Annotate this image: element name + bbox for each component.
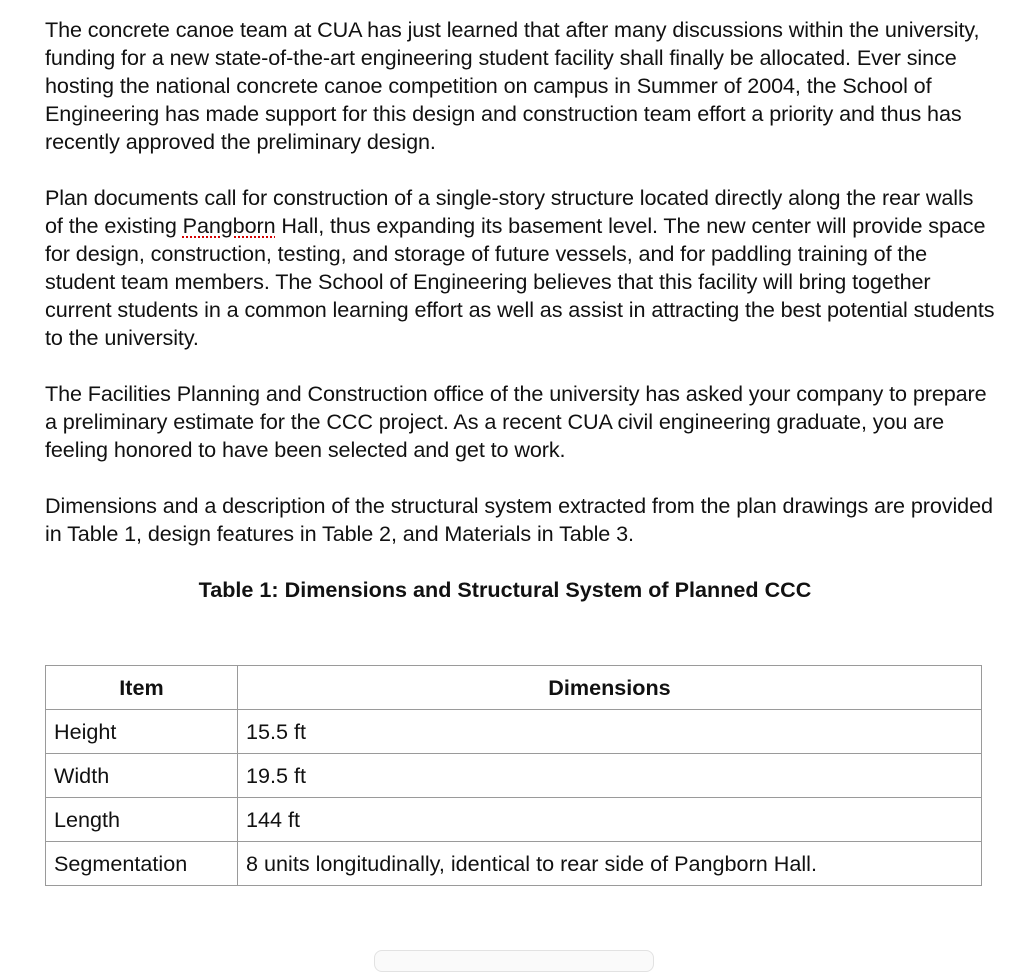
table-cell-dimension: 8 units longitudinally, identical to rear side of Pangborn Hall.: [238, 842, 982, 886]
column-header-dimensions: Dimensions: [238, 666, 982, 710]
table-cell-dimension: 144 ft: [238, 798, 982, 842]
misspelled-word[interactable]: Pangborn: [182, 213, 276, 238]
paragraph-plan-text-start: Plan documents call for construction of a single-story structure located directly along the rear walls of the existing: [45, 185, 974, 238]
column-header-item: Item: [46, 666, 238, 710]
paragraph-request: The Facilities Planning and Construction office of the university has asked your company to prepare a preliminary estimate for the CCC project. As a recent CUA civil engineering graduate, you are feeling honored to have been selected and get to work.: [45, 381, 987, 462]
table-header-row: [46, 666, 982, 710]
table-row: [46, 798, 982, 842]
table-cell-item: Segmentation: [46, 842, 238, 886]
table-caption: Table 1: Dimensions and Structural System of Planned CCC: [198, 577, 812, 602]
dimensions-table: [45, 665, 982, 886]
table-cell-dimension: 19.5 ft: [238, 754, 982, 798]
scroll-indicator[interactable]: [374, 950, 654, 972]
table-row: [46, 842, 982, 886]
paragraph-tables-intro: Dimensions and a description of the structural system extracted from the plan drawings are provided in Table 1, design features in Table 2, and Materials in Table 3.: [45, 493, 993, 546]
table-cell-item: Length: [46, 798, 238, 842]
paragraph-plan: [45, 184, 995, 352]
paragraph-plan-text-end: Hall, thus expanding its basement level. The new center will provide space for design, construction, testing, and storage of future vessels, and for paddling training of the student team members. The School of Engineering believes that this facility will bring together current students in a common learning effort as well as assist in attracting the best potential students to the university.: [45, 213, 995, 350]
table-cell-item: Width: [46, 754, 238, 798]
table-cell-dimension: 15.5 ft: [238, 710, 982, 754]
table-row: [46, 710, 982, 754]
document-body: [45, 16, 995, 632]
paragraph-intro: The concrete canoe team at CUA has just learned that after many discussions within the university, funding for a new state-of-the-art engineering student facility shall finally be allocated. Ever since hosting the national concrete canoe competition on campus in Summer of 2004, the School of Engineering has made support for this design and construction team effort a priority and thus has recently approved the preliminary design.: [45, 17, 980, 154]
table-cell-item: Height: [46, 710, 238, 754]
table-row: [46, 754, 982, 798]
